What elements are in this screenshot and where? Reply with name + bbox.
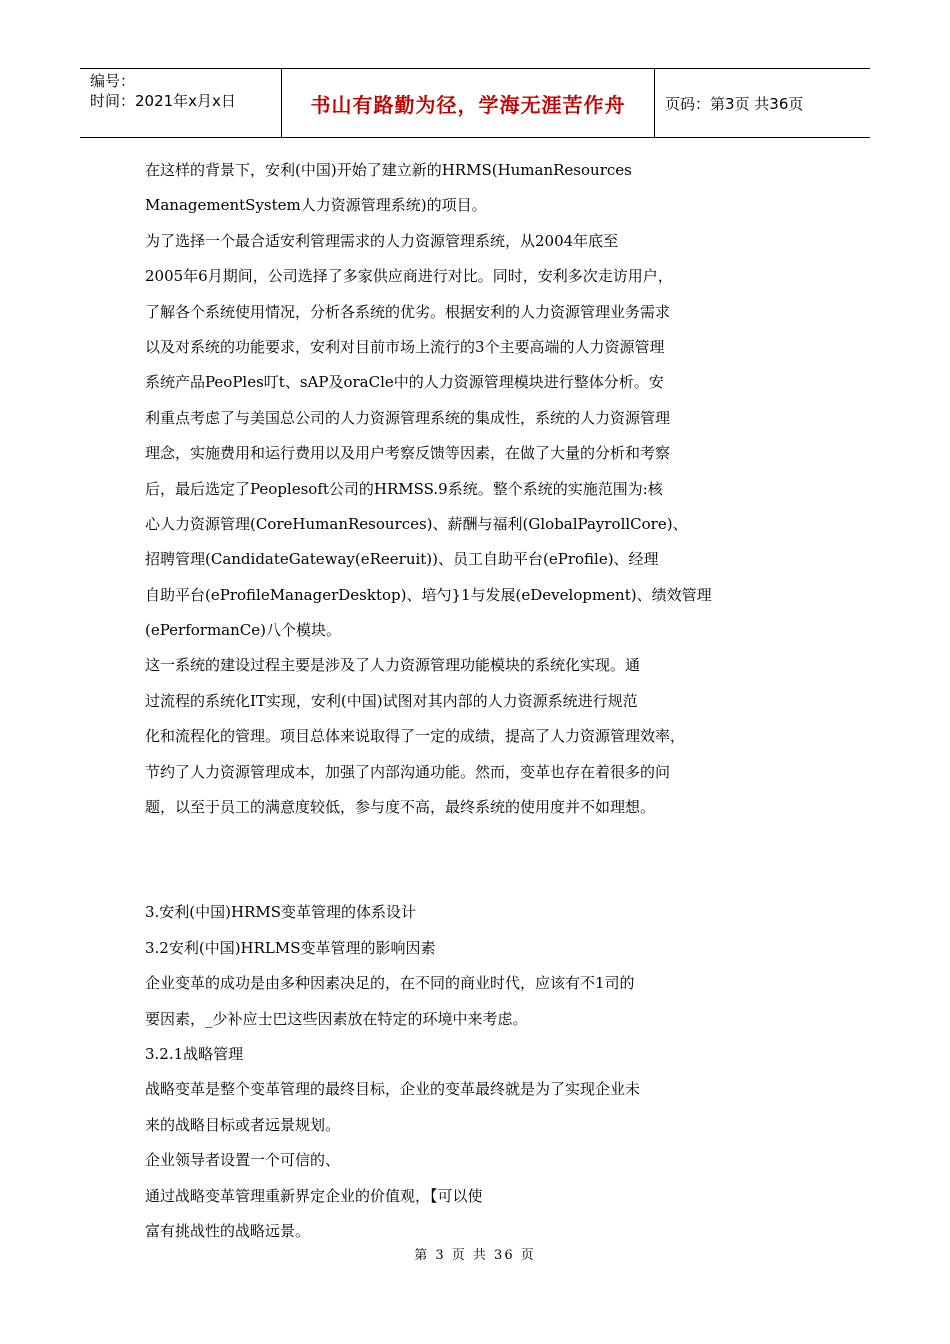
text-line: 题，以至于员工的满意度较低，参与度不高，最终系统的使用度并不如理想。 bbox=[145, 798, 656, 817]
page-footer: 第 3 页 共 36 页 bbox=[414, 1248, 536, 1263]
text-line: 企业变革的成功是由多种因素决足的，在不同的商业时代，应该有不1司的 bbox=[145, 974, 635, 993]
text-line: 化和流程化的管理。项目总体来说取得了一定的成绩，提高了人力资源管理效率， bbox=[145, 727, 686, 746]
text-line: 为了选择一个最合适安利管理需求的人力资源管理系统，从2004年底至 bbox=[145, 231, 619, 250]
text-line: 3.安利(中国)HRMS变革管理的体系设计 bbox=[145, 903, 417, 922]
text-line: 理念，实施费用和运行费用以及用户考察反馈等因素，在做了大量的分析和考察 bbox=[145, 444, 671, 463]
document-date: 时间：2021年x月x日 bbox=[90, 92, 236, 110]
header-motto: 书山有路勤为径，学海无涯苦作舟 bbox=[281, 69, 655, 137]
paragraph-gap bbox=[145, 825, 755, 895]
text-line: 2005年6月期间，公司选择了多家供应商进行对比。同时，安利多次走访用户， bbox=[145, 267, 673, 286]
text-line: 战略变革是整个变革管理的最终目标，企业的变革最终就是为了实现企业未 bbox=[145, 1080, 641, 1099]
text-line: 系统产品PeoPles叮t、sAP及oraCle中的人力资源管理模块进行整体分析。安 bbox=[145, 373, 664, 392]
text-line: 企业领导者设置一个可信的、 bbox=[145, 1151, 341, 1170]
header-info bbox=[80, 69, 280, 137]
text-line: 心人力资源管理(CoreHumanResources)、薪酬与福利(GlobalPayrollCore)、 bbox=[145, 514, 688, 533]
text-line: 后，最后选定了Peoplesoft公司的HRMSS.9系统。整个系统的实施范围为:核 bbox=[145, 479, 663, 498]
text-line: 要因素，_少补应士巴这些因素放在特定的环境中来考虑。 bbox=[145, 1009, 528, 1028]
text-line: 以及对系统的功能要求，安利对目前市场上流行的3个主要高端的人力资源管理 bbox=[145, 337, 665, 356]
document-body bbox=[145, 153, 755, 1249]
text-line: 富有挑战性的战略远景。 bbox=[145, 1221, 311, 1240]
header-page-number: 页码：第3页 共36页 bbox=[665, 94, 804, 113]
text-line: 在这样的背景下，安利(中国)开始了建立新的HRMS(HumanResources bbox=[145, 161, 632, 179]
text-line: 3.2安利(中国)HRLMS变革管理的影响因素 bbox=[145, 938, 436, 957]
text-line: 过流程的系统化IT实现，安利(中国)试图对其内部的人力资源系统进行规范 bbox=[145, 691, 638, 710]
text-line: 通过战略变革管理重新界定企业的价值观，【可以使 bbox=[145, 1186, 483, 1205]
document-number: 编号： bbox=[90, 72, 136, 90]
text-line: 3.2.1战略管理 bbox=[145, 1044, 244, 1063]
page-header bbox=[80, 68, 870, 138]
text-line: ManagementSystem人力资源管理系统)的项目。 bbox=[145, 196, 487, 215]
text-line: (ePerformanCe)八个模块。 bbox=[145, 621, 341, 640]
text-line: 招聘管理(CandidateGateway(eReeruit))、员工自助平台(eProfile)、经理 bbox=[145, 550, 659, 569]
text-line: 节约了人力资源管理成本，加强了内部沟通功能。然而，变革也存在着很多的问 bbox=[145, 762, 671, 781]
text-line: 这一系统的建设过程主要是涉及了人力资源管理功能模块的系统化实现。通 bbox=[145, 656, 641, 675]
text-line: 自助平台(eProfileManagerDesktop)、培勺}1与发展(eDevelopment)、绩效管理 bbox=[145, 585, 712, 604]
text-line: 来的战略目标或者远景规划。 bbox=[145, 1115, 341, 1134]
text-line: 了解各个系统使用情况，分析各系统的优劣。根据安利的人力资源管理业务需求 bbox=[145, 302, 671, 321]
text-line: 利重点考虑了与美国总公司的人力资源管理系统的集成性，系统的人力资源管理 bbox=[145, 408, 671, 427]
